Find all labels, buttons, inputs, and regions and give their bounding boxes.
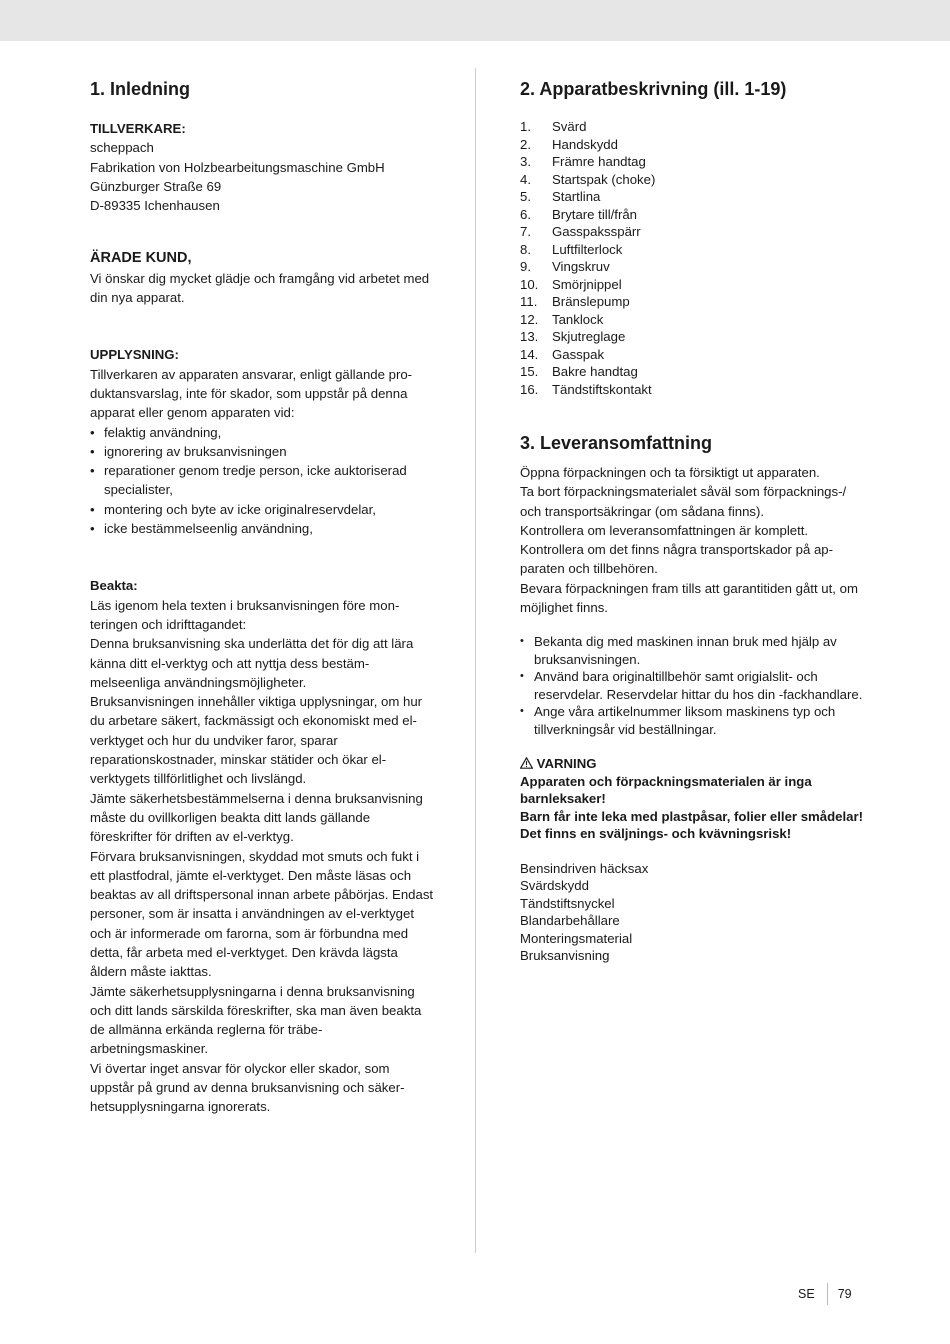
note-paragraph: Bruksanvisningen innehåller viktiga upplysningar, om hur du arbetare säkert, fackmässigt och ekonomiskt med el-verktyget och hur du undviker faror, sparar reparationskostnader, minskar stätider och ökar elverktygets tillförlitlighet och livslängd.	[90, 694, 423, 787]
note-paragraph: Denna bruksanvisning ska underlätta det för dig att lära känna ditt el-verktyg och att nyttja dess bestämmelseenliga användningsmöjligheter.	[90, 636, 414, 690]
delivery-paragraph: Kontrollera om leveransomfattningen är komplett.	[520, 522, 809, 538]
list-item: 13. Skjutreglage	[520, 329, 626, 344]
list-item: • Använd bara originaltillbehör samt origialslit- och reservdelar. Reservdelar hittar du hos din -fackhandlare.	[520, 668, 865, 703]
note-paragraph: Förvara bruksanvisningen, skyddad mot smuts och fukt i ett plastfodral, jämte el-verktyget. Den måste läsas och beaktas av all driftspersonal innan arbete påbörjas. Endast personer, som är insatta i användningen av el-verktyget och är informerade om farorna, som är förbundna med detta, får arbeta med el-verktyget. Den krävda lägsta åldern måste iakttas.	[90, 848, 434, 980]
page-footer	[798, 1283, 852, 1305]
contents-list	[520, 860, 865, 965]
footer-separator	[827, 1283, 828, 1305]
page-number: 79	[837, 1287, 852, 1301]
list-item: • icke bestämmelseenlig användning,	[90, 519, 435, 538]
dear-customer-heading: ÄRADE KUND,	[90, 250, 192, 267]
list-item: 14. Gasspak	[520, 346, 605, 362]
list-item: 10. Smörjnippel	[520, 276, 622, 292]
note-paragraph: Jämte säkerhetsbestämmelserna i denna bruksanvisning måste du ovillkorligen beakta ditt lands gällande föreskrifter för driften av el-verktyg.	[90, 790, 423, 845]
list-item: • ignorering av bruksanvisningen	[90, 442, 435, 461]
delivery-paragraph: Ta bort förpackningsmaterialet såväl som förpacknings-/ och transportsäkringar (om sådana finns).	[520, 484, 847, 519]
list-item: 16. Tändstiftskontakt	[520, 381, 652, 397]
top-header-bar	[0, 0, 950, 41]
list-item: Svärdskydd	[520, 878, 589, 894]
list-item: • Bekanta dig med maskinen innan bruk med hjälp av bruksanvisningen.	[520, 633, 865, 668]
list-item: 12. Tanklock	[520, 311, 604, 327]
delivery-paragraph: Kontrollera om det finns några transportskador på apparaten och tillbehören.	[520, 542, 834, 577]
list-item: • felaktig användning,	[90, 423, 435, 442]
list-item: • reparationer genom tredje person, icke auktoriserad specialister,	[90, 461, 435, 500]
right-column	[520, 78, 865, 965]
warning-line: Apparaten och förpackningsmaterialen är inga barnleksaker!	[520, 773, 812, 807]
list-item: 15. Bakre handtag	[520, 364, 638, 379]
warning-label: VARNING	[536, 756, 597, 772]
list-item: Tändstiftsnyckel	[520, 895, 615, 911]
manufacturer-line: Günzburger Straße 69	[90, 178, 222, 194]
notice-text: Tillverkaren av apparaten ansvarar, enligt gällande produktansvarslag, inte för skador, som uppstår på denna apparat eller genom apparaten vid:	[90, 366, 413, 421]
note-paragraph: Läs igenom hela texten i bruksanvisningen före monteringen och idrifttagandet:	[90, 597, 400, 632]
delivery-bullets	[520, 633, 865, 738]
list-item: 2. Handskydd	[520, 136, 618, 152]
list-item: 8. Luftfilterlock	[520, 241, 623, 257]
notice-label: UPPLYSNING:	[90, 347, 179, 363]
warning-line: Barn får inte leka med plastpåsar, folier eller smådelar! Det finns en sväljnings- och kvävningsrisk!	[520, 808, 864, 842]
column-divider	[475, 68, 476, 1253]
note-label: Beakta:	[90, 578, 138, 594]
list-item: 7. Gasspaksspärr	[520, 224, 641, 239]
list-item: Bensindriven häcksax	[520, 860, 649, 876]
list-item: Bruksanvisning	[520, 948, 610, 964]
warning-triangle-icon	[520, 757, 533, 769]
list-item: Blandarbehållare	[520, 913, 620, 929]
warning-block	[520, 755, 865, 843]
list-item: 9. Vingskruv	[520, 259, 610, 274]
delivery-paragraph: Öppna förpackningen och ta försiktigt ut apparaten.	[520, 465, 820, 480]
list-item: 11. Bränslepump	[520, 294, 630, 309]
list-item: 6. Brytare till/från	[520, 206, 638, 222]
list-item: • Ange våra artikelnummer liksom maskinens typ och tillverkningsår vid beställningar.	[520, 703, 865, 738]
language-code: SE	[798, 1287, 815, 1301]
section-1-title: 1. Inledning	[90, 79, 191, 99]
notice-list	[90, 423, 435, 539]
list-item: 3. Främre handtag	[520, 154, 646, 169]
manufacturer-label: TILLVERKARE:	[90, 121, 186, 136]
list-item: • montering och byte av icke originalreservdelar,	[90, 500, 435, 519]
section-2-title: 2. Apparatbeskrivning (ill. 1-19)	[520, 79, 787, 99]
manufacturer-line: D-89335 Ichenhausen	[90, 198, 220, 214]
list-item: Monteringsmaterial	[520, 930, 633, 946]
left-column	[90, 78, 435, 1117]
manufacturer-line: scheppach	[90, 140, 154, 156]
parts-list	[520, 118, 865, 398]
note-paragraph: Jämte säkerhetsupplysningarna i denna bruksanvisning och ditt lands särskilda föreskrifter, ska man även beakta de allmänna erkända reglerna för träbearbetningsmaskiner.	[90, 983, 422, 1057]
note-paragraph: Vi övertar inget ansvar för olyckor eller skador, som uppstår på grund av denna bruksanvisning och säkerhetsupplysningarna ignorerats.	[90, 1060, 405, 1115]
manufacturer-line: Fabrikation von Holzbearbeitungsmaschine GmbH	[90, 159, 385, 175]
dear-customer-text: Vi önskar dig mycket glädje och framgång vid arbetet med din nya apparat.	[90, 270, 430, 306]
list-item: 5. Startlina	[520, 189, 601, 204]
list-item: 1. Svärd	[520, 119, 587, 134]
delivery-paragraph: Bevara förpackningen fram tills att garantitiden gått ut, om möjlighet finns.	[520, 580, 858, 616]
section-3-title: 3. Leveransomfattning	[520, 433, 713, 453]
list-item: 4. Startspak (choke)	[520, 171, 656, 187]
